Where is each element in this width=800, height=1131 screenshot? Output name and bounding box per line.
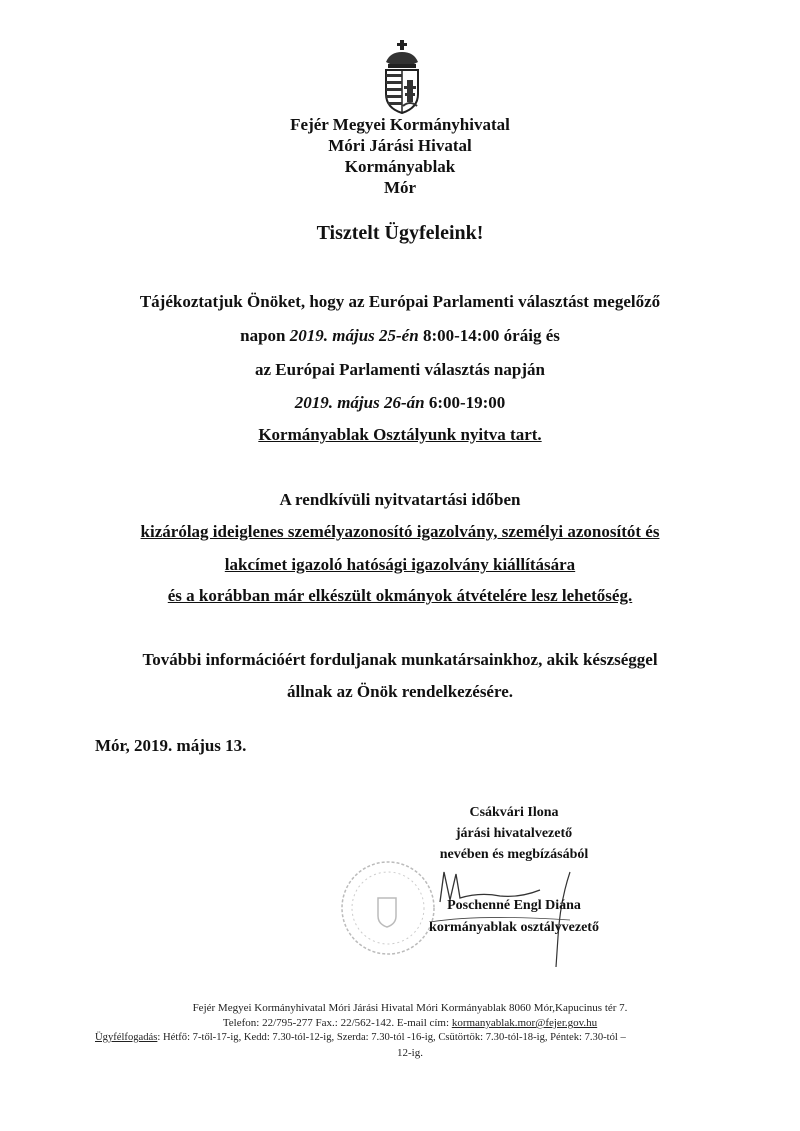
office-district: Móri Járási Hivatal bbox=[328, 136, 472, 155]
footer-hours-end: 12-ig. bbox=[397, 1047, 423, 1059]
signer-name: Poschenné Engl Diána bbox=[447, 898, 581, 913]
date-place: Mór, 2019. május 13. bbox=[95, 736, 247, 755]
notice-date-2: 2019. május 26-án bbox=[294, 393, 425, 412]
signer-title: kormányablak osztályvezető bbox=[429, 920, 599, 935]
footer-hours bbox=[95, 1032, 735, 1043]
footer-phone: Telefon: 22/795-277 Fax.: 22/562-142. E-mail cím: bbox=[222, 1017, 452, 1029]
office-unit: Kormányablak bbox=[344, 157, 456, 176]
notice-time-1: 8:00-14:00 óráig és bbox=[418, 326, 560, 345]
notice-date-1: 2019. május 25-én bbox=[289, 326, 419, 345]
footer-contact bbox=[95, 1017, 725, 1029]
notice-prefix: napon bbox=[240, 326, 290, 345]
info-line-1: További információért forduljanak munkatársainkhoz, akik készséggel bbox=[142, 650, 658, 669]
notice-line-1: Tájékoztatjuk Önöket, hogy az Európai Parlamenti választást megelőző bbox=[139, 292, 661, 311]
notice-line-3: az Európai Parlamenti választás napján bbox=[255, 360, 545, 379]
coat-of-arms-icon bbox=[380, 40, 424, 114]
notice-line-2 bbox=[0, 326, 800, 346]
signatory-title: járási hivatalvezető bbox=[455, 826, 573, 841]
office-city: Mór bbox=[383, 178, 417, 197]
notice-line-4 bbox=[0, 393, 800, 413]
footer-hours-label: Ügyfélfogadás bbox=[95, 1032, 158, 1043]
footer-hours-text: : Hétfő: 7-től-17-ig, Kedd: 7.30-tól-12-ig, Szerda: 7.30-tól -16-ig, Csütörtök: 7.30-tól-18-ig, Péntek: 7.30-tól – bbox=[157, 1032, 626, 1043]
special-line-2: kizárólag ideiglenes személyazonosító igazolvány, személyi azonosítót és bbox=[140, 522, 660, 541]
special-line-3: lakcímet igazoló hatósági igazolvány kiállítására bbox=[224, 555, 576, 574]
notice-time-2: 6:00-19:00 bbox=[424, 393, 506, 412]
office-name: Fejér Megyei Kormányhivatal bbox=[290, 115, 510, 134]
special-line-1: A rendkívüli nyitvatartási időben bbox=[279, 490, 521, 509]
signatory-name: Csákvári Ilona bbox=[469, 805, 559, 820]
footer-email-link[interactable]: kormanyablak.mor@fejer.gov.hu bbox=[451, 1017, 598, 1029]
info-line-2: állnak az Önök rendelkezésére. bbox=[286, 682, 514, 701]
on-behalf-text: nevében és megbízásából bbox=[439, 847, 589, 862]
footer-address: Fejér Megyei Kormányhivatal Móri Járási Hivatal Móri Kormányablak 8060 Mór,Kapucinus tér 7. bbox=[192, 1002, 628, 1014]
greeting: Tisztelt Ügyfeleink! bbox=[316, 222, 484, 244]
special-line-4: és a korábban már elkészült okmányok átvételére lesz lehetőség. bbox=[167, 586, 633, 605]
notice-open-statement: Kormányablak Osztályunk nyitva tart. bbox=[258, 425, 542, 444]
